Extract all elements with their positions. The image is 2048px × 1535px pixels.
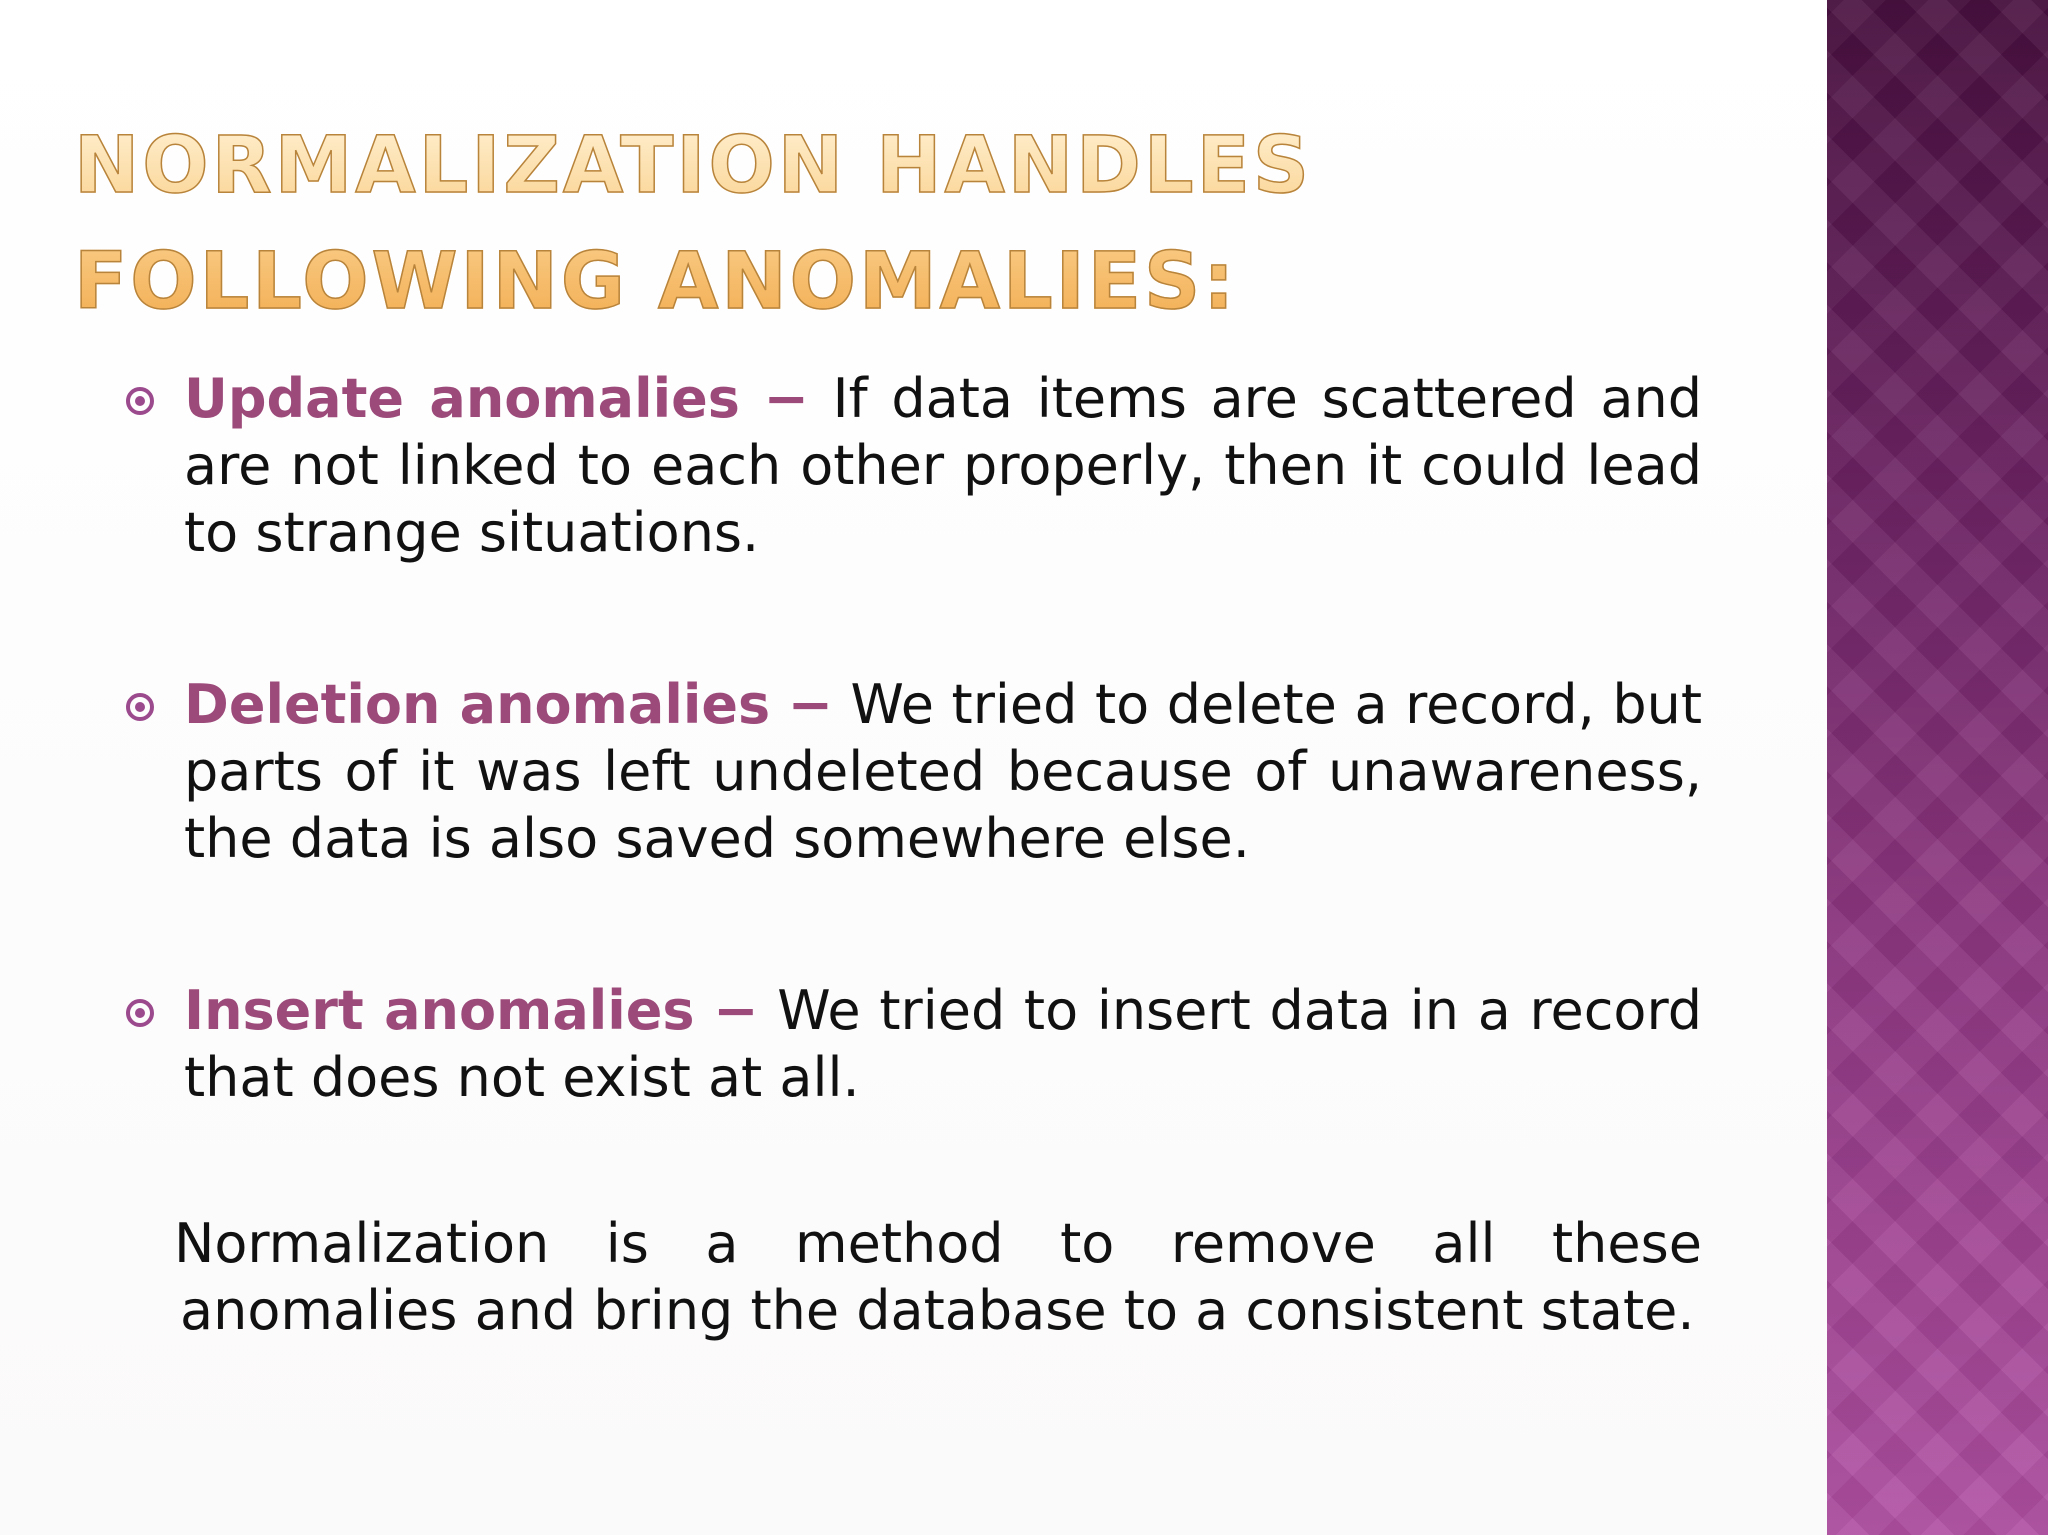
bullet-dash: − — [763, 367, 809, 430]
bullet-update-anomalies — [120, 365, 1702, 566]
bullet-text: If data items are scattered and are not linked to each other properly, then it could lead to strange situations. — [184, 367, 1702, 564]
bullet-deletion-anomalies — [120, 671, 1702, 872]
bullet-dash: − — [713, 979, 759, 1042]
bullet-term: Update anomalies — [184, 367, 740, 430]
circled-dot-icon — [126, 387, 154, 415]
closing-paragraph: Normalization is a method to remove all these anomalies and bring the database to a consistent state. — [174, 1212, 1702, 1342]
circled-dot-icon — [126, 693, 154, 721]
bullet-term: Deletion anomalies — [184, 673, 771, 736]
decorative-side-band — [1827, 0, 2048, 1535]
bullet-dash: − — [787, 673, 833, 736]
bullet-list — [120, 365, 1702, 1216]
bullet-insert-anomalies — [120, 977, 1702, 1111]
bullet-text: We tried to delete a record, but parts of it was left undeleted because of unawareness, the data is also saved somewhere else. — [184, 673, 1703, 870]
bullet-text: We tried to insert data in a record that does not exist at all. — [184, 979, 1702, 1109]
circled-dot-icon — [126, 999, 154, 1027]
bullet-term: Insert anomalies — [184, 979, 695, 1042]
slide-title: NORMALIZATION HANDLES FOLLOWING ANOMALIES: — [74, 108, 1834, 340]
